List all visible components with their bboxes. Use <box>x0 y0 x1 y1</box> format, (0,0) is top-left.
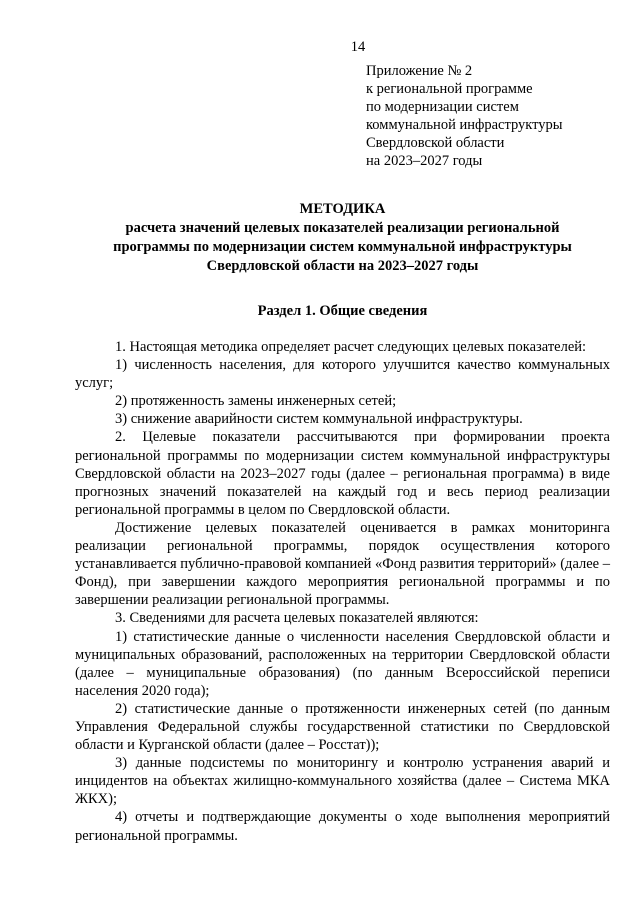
appendix-line: коммунальной инфраструктуры <box>366 117 563 134</box>
title-heading: МЕТОДИКА <box>299 201 386 217</box>
appendix-line: Свердловской области <box>366 135 505 152</box>
page-number: 14 <box>350 39 366 55</box>
appendix-line: по модернизации систем <box>366 99 519 116</box>
appendix-line: на 2023–2027 годы <box>366 153 483 170</box>
document-body <box>75 338 610 845</box>
paragraph: 4) отчеты и подтверждающие документы о ходе выполнения мероприятий региональной программы. <box>75 809 610 844</box>
paragraph: 1) численность населения, для которого улучшится качество коммунальных услуг; <box>75 357 610 392</box>
paragraph: 2) протяженность замены инженерных сетей; <box>115 393 397 410</box>
paragraph: 2) статистические данные о протяженности инженерных сетей (по данным Управления Федеральной службы государственной статистики по Свердловской области и Курганской области (далее – Росстат)); <box>75 700 610 754</box>
paragraph: 2. Целевые показатели рассчитываются при формировании проекта региональной программы по модернизации систем коммунальной инфраструктуры Свердловской области на 2023–2027 годы (далее – региональная программа) в виде прогнозных значений показателей на каждый год и весь период реализации региональной программы в целом по Свердловской области. <box>75 429 610 518</box>
paragraph: 1. Настоящая методика определяет расчет следующих целевых показателей: <box>115 339 587 355</box>
paragraph: 3. Сведениями для расчета целевых показателей являются: <box>115 610 479 627</box>
title-line: программы по модернизации систем коммунальной инфраструктуры <box>113 239 572 255</box>
appendix-header <box>366 62 563 171</box>
paragraph: 1) статистические данные о численности населения Свердловской области и муниципальных образований, расположенных на территории Свердловской области (далее – муниципальные образования) (по данным Всероссийской переписи населения 2020 года); <box>75 628 610 699</box>
title-line: расчета значений целевых показателей реализации региональной <box>125 220 560 236</box>
document-title <box>75 200 610 276</box>
paragraph: 3) снижение аварийности систем коммунальной инфраструктуры. <box>115 411 523 428</box>
appendix-line: Приложение № 2 <box>366 63 473 79</box>
title-line: Свердловской области на 2023–2027 годы <box>206 258 479 274</box>
section-heading: Раздел 1. Общие сведения <box>257 303 428 319</box>
paragraph: Достижение целевых показателей оценивается в рамках мониторинга реализации региональной программы, порядок осуществления которого устанавливается публично-правовой компанией «Фонд развития территорий» (далее – Фонд), при завершении каждого мероприятия региональной программы и по завершении реализации региональной программы. <box>75 519 610 609</box>
paragraph: 3) данные подсистемы по мониторингу и контролю устранения аварий и инцидентов на объектах жилищно-коммунального хозяйства (далее – Система МКА ЖКХ); <box>75 755 610 808</box>
appendix-line: к региональной программе <box>366 81 533 98</box>
